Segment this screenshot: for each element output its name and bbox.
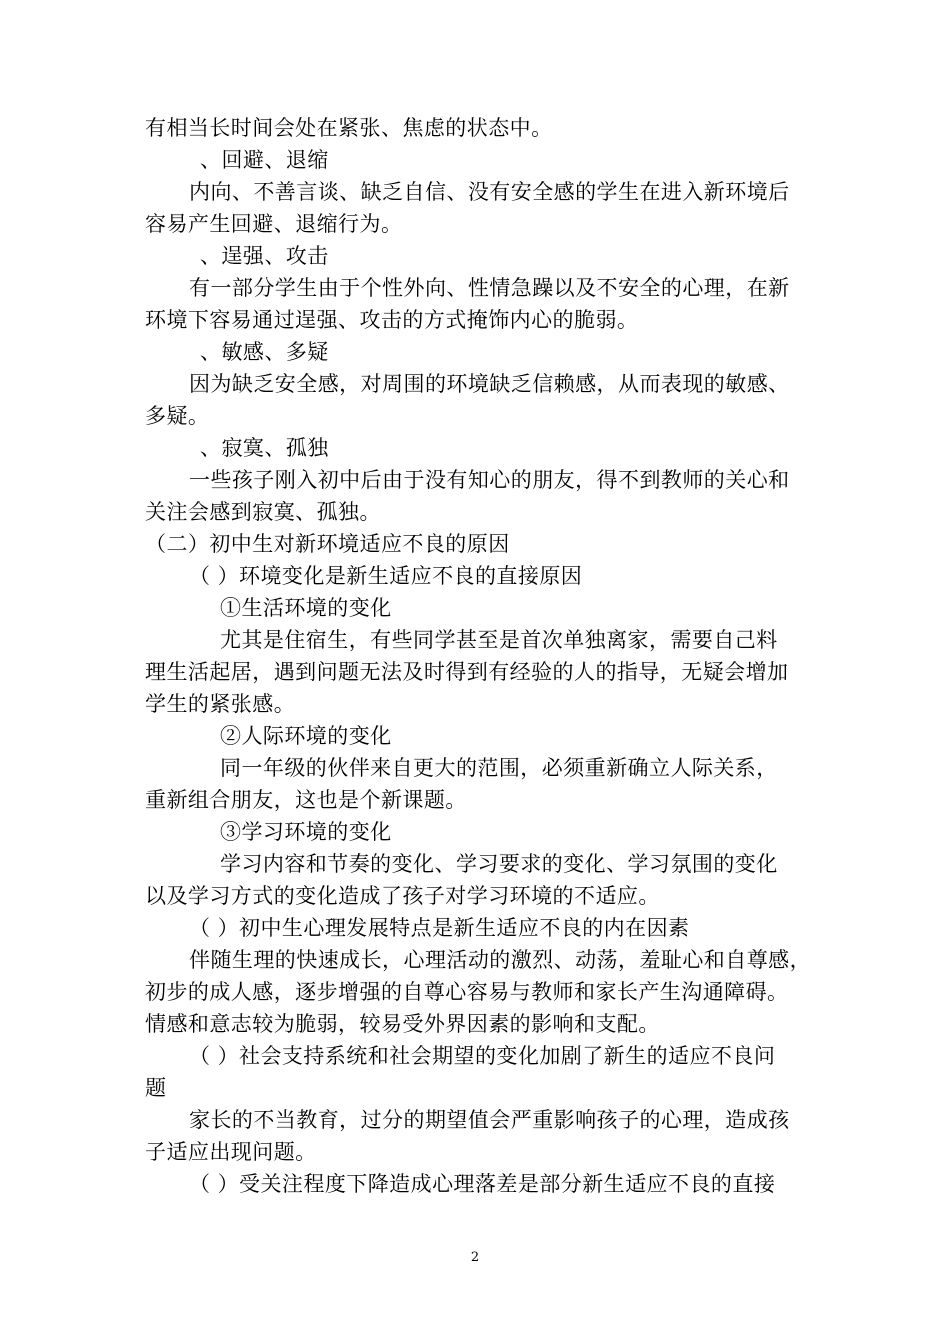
section-heading: （二）初中生对新环境适应不良的原因 [145, 532, 510, 556]
text-line: 子适应出现问题。 [145, 1140, 317, 1164]
text-line: 内向、不善言谈、缺乏自信、没有安全感的学生在进入新环境后 [189, 180, 790, 204]
text-line: 尤其是住宿生，有些同学甚至是首次单独离家，需要自己料 [220, 628, 778, 652]
text-line: 因为缺乏安全感，对周围的环境缺乏信赖感，从而表现的敏感、 [189, 372, 790, 396]
subheading-loneliness: 、寂寞、孤独 [200, 436, 329, 460]
item-heading: ①生活环境的变化 [220, 596, 392, 620]
subheading-sensitivity: 、敏感、多疑 [200, 340, 329, 364]
page-number: 2 [470, 1250, 480, 1265]
text-line: 容易产生回避、退缩行为。 [145, 212, 403, 236]
item-heading: ②人际环境的变化 [220, 724, 392, 748]
subsection-heading: （ ）受关注程度下降造成心理落差是部分新生适应不良的直接 [189, 1172, 776, 1196]
text-line: 初步的成人感，逐步增强的自尊心容易与教师和家长产生沟通障碍。 [145, 980, 789, 1004]
text-line: 有一部分学生由于个性外向、性情急躁以及不安全的心理，在新 [189, 276, 790, 300]
subheading-aggression: 、逞强、攻击 [200, 244, 329, 268]
subsection-heading: （ ）社会支持系统和社会期望的变化加剧了新生的适应不良问 [189, 1044, 776, 1068]
text-line: 关注会感到寂寞、孤独。 [145, 500, 381, 524]
subsection-heading: （ ）初中生心理发展特点是新生适应不良的内在因素 [189, 916, 690, 940]
text-line: 伴随生理的快速成长，心理活动的激烈、动荡，羞耻心和自尊感， [189, 948, 812, 972]
text-line: 题 [145, 1076, 167, 1100]
text-line: 重新组合朋友，这也是个新课题。 [145, 788, 467, 812]
text-line: 有相当长时间会处在紧张、焦虑的状态中。 [145, 116, 553, 140]
text-line: 学习内容和节奏的变化、学习要求的变化、学习氛围的变化 [220, 852, 778, 876]
text-line: 多疑。 [145, 404, 210, 428]
text-line: 环境下容易通过逞强、攻击的方式掩饰内心的脆弱。 [145, 308, 639, 332]
text-line: 学生的紧张感。 [145, 692, 296, 716]
text-line: 以及学习方式的变化造成了孩子对学习环境的不适应。 [145, 884, 660, 908]
item-heading: ③学习环境的变化 [220, 820, 392, 844]
subsection-heading: （ ）环境变化是新生适应不良的直接原因 [189, 564, 583, 588]
subheading-avoidance: 、回避、退缩 [200, 148, 329, 172]
text-line: 理生活起居，遇到问题无法及时得到有经验的人的指导，无疑会增加 [145, 660, 789, 684]
text-line: 情感和意志较为脆弱，较易受外界因素的影响和支配。 [145, 1012, 660, 1036]
text-line: 一些孩子刚入初中后由于没有知心的朋友，得不到教师的关心和 [189, 468, 790, 492]
text-line: 同一年级的伙伴来自更大的范围，必须重新确立人际关系， [220, 756, 778, 780]
text-line: 家长的不当教育，过分的期望值会严重影响孩子的心理，造成孩 [189, 1108, 790, 1132]
